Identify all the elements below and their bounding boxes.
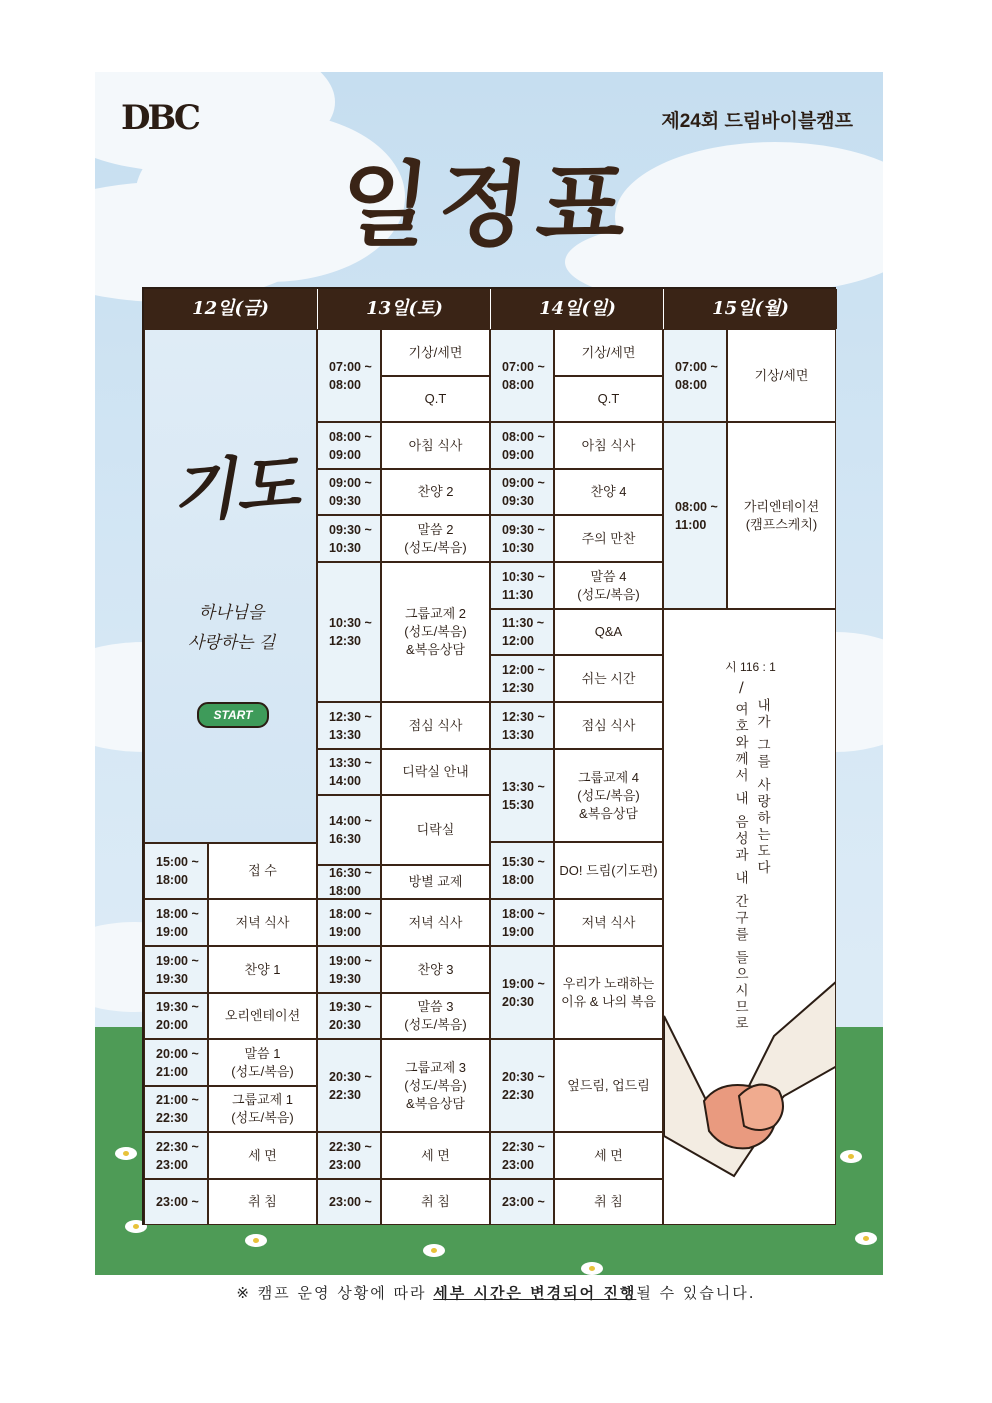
time-cell: 18:00 ~ 19:00 [144, 899, 208, 946]
dbc-logo: DBC [121, 98, 198, 138]
time-cell: 19:00 ~ 19:30 [144, 946, 208, 993]
time-cell: 11:30 ~ 12:00 [490, 609, 554, 655]
holding-hands-illustration [664, 976, 836, 1225]
activity-cell: 말씀 4 (성도/복음) [554, 562, 663, 609]
time-cell: 19:00 ~ 19:30 [317, 946, 381, 993]
note-prefix: ※ 캠프 운영 상황에 따라 [236, 1284, 434, 1302]
activity-cell: 세 면 [554, 1132, 663, 1179]
activity-cell: 디락실 [381, 795, 490, 865]
activity-cell: 우리가 노래하는 이유 & 나의 복음 [554, 946, 663, 1039]
activity-cell: 저녁 식사 [554, 899, 663, 946]
time-cell: 21:00 ~ 22:30 [144, 1086, 208, 1132]
activity-cell: Q&A [554, 609, 663, 655]
activity-cell: 세 면 [381, 1132, 490, 1179]
activity-cell: 그룹교제 4 (성도/복음) &복음상담 [554, 749, 663, 842]
time-cell: 19:30 ~ 20:30 [317, 993, 381, 1039]
time-cell: 22:30 ~ 23:00 [317, 1132, 381, 1179]
activity-cell: 엎드림, 업드림 [554, 1039, 663, 1132]
time-cell: 12:30 ~ 13:30 [490, 702, 554, 749]
activity-cell: 아침 식사 [381, 422, 490, 469]
time-cell: 09:30 ~ 10:30 [490, 515, 554, 562]
verse-reference: 시 116 : 1 [725, 660, 776, 674]
flower [855, 1232, 877, 1245]
activity-cell: 가리엔테이션 (캠프스케치) [727, 422, 836, 609]
activity-cell: 점심 식사 [381, 702, 490, 749]
activity-cell: 그룹교제 1 (성도/복음) [208, 1086, 317, 1132]
time-cell: 18:00 ~ 19:00 [317, 899, 381, 946]
activity-cell: 말씀 2 (성도/복음) [381, 515, 490, 562]
time-cell: 08:00 ~ 11:00 [663, 422, 727, 609]
time-cell: 07:00 ~ 08:00 [490, 329, 554, 422]
flower [840, 1150, 862, 1163]
time-cell: 13:30 ~ 15:30 [490, 749, 554, 842]
activity-cell: 그룹교제 3 (성도/복음) &복음상담 [381, 1039, 490, 1132]
prayer-subtitle: 하나님을 사랑하는 길 [187, 603, 276, 653]
activity-cell: 접 수 [208, 843, 317, 899]
time-cell: 23:00 ~ [490, 1179, 554, 1225]
time-cell: 09:00 ~ 09:30 [317, 469, 381, 515]
time-cell: 14:00 ~ 16:30 [317, 795, 381, 865]
time-cell: 23:00 ~ [317, 1179, 381, 1225]
start-badge: START [197, 702, 269, 728]
day-header-14: 14일(일) [490, 289, 664, 329]
time-cell: 13:30 ~ 14:00 [317, 749, 381, 795]
time-cell: 18:00 ~ 19:00 [490, 899, 554, 946]
activity-cell: 취 침 [208, 1179, 317, 1225]
verse-line-2: 여호와께서 내 음성과 내 간구를 들으시므로 [733, 702, 748, 1033]
activity-cell: 저녁 식사 [381, 899, 490, 946]
activity-cell: 취 침 [381, 1179, 490, 1225]
activity-cell: 쉬는 시간 [554, 655, 663, 702]
time-cell: 23:00 ~ [144, 1179, 208, 1225]
day-header-12: 12일(금) [144, 289, 317, 329]
time-cell: 08:00 ~ 09:00 [490, 422, 554, 469]
verse-line-1: 내가 그를 사랑하는도다 [755, 698, 770, 877]
day-header-15: 15일(월) [663, 289, 837, 329]
time-cell: 20:30 ~ 22:30 [490, 1039, 554, 1132]
activity-cell: DO! 드림(기도편) [554, 842, 663, 899]
prayer-title: 기도 [169, 444, 302, 532]
page-title: 일정표 [334, 151, 643, 259]
verse-divider: / [739, 680, 744, 696]
note-suffix: 될 수 있습니다. [636, 1284, 756, 1302]
time-cell: 16:30 ~ 18:00 [317, 865, 381, 899]
time-cell: 12:30 ~ 13:30 [317, 702, 381, 749]
activity-cell: 세 면 [208, 1132, 317, 1179]
activity-cell: Q.T [554, 376, 663, 422]
flower [581, 1262, 603, 1275]
flower [245, 1234, 267, 1247]
activity-cell: Q.T [381, 376, 490, 422]
activity-cell: 주의 만찬 [554, 515, 663, 562]
prayer-panel [144, 329, 317, 843]
activity-cell: 오리엔테이션 [208, 993, 317, 1039]
activity-cell: 찬양 2 [381, 469, 490, 515]
activity-cell: 방별 교제 [381, 865, 490, 899]
time-cell: 10:30 ~ 12:30 [317, 562, 381, 702]
activity-cell: 말씀 1 (성도/복음) [208, 1039, 317, 1086]
time-cell: 08:00 ~ 09:00 [317, 422, 381, 469]
activity-cell: 점심 식사 [554, 702, 663, 749]
activity-cell: 아침 식사 [554, 422, 663, 469]
activity-cell: 찬양 3 [381, 946, 490, 993]
time-cell: 09:00 ~ 09:30 [490, 469, 554, 515]
activity-cell: 저녁 식사 [208, 899, 317, 946]
time-cell: 15:00 ~ 18:00 [144, 843, 208, 899]
activity-cell: 말씀 3 (성도/복음) [381, 993, 490, 1039]
note-emphasis: 세부 시간은 변경되어 진행 [433, 1284, 637, 1302]
time-cell: 22:30 ~ 23:00 [144, 1132, 208, 1179]
bible-verse-panel [663, 609, 836, 1225]
time-cell: 19:30 ~ 20:00 [144, 993, 208, 1039]
activity-cell: 기상/세면 [727, 329, 836, 422]
day-header-13: 13일(토) [317, 289, 491, 329]
poster [95, 72, 883, 1275]
camp-title: 제24회 드림바이블캠프 [661, 111, 853, 132]
time-cell: 20:00 ~ 21:00 [144, 1039, 208, 1086]
time-cell: 20:30 ~ 22:30 [317, 1039, 381, 1132]
footer-note [0, 1282, 992, 1303]
time-cell: 22:30 ~ 23:00 [490, 1132, 554, 1179]
schedule-table [142, 287, 836, 1225]
time-cell: 12:00 ~ 12:30 [490, 655, 554, 702]
time-cell: 09:30 ~ 10:30 [317, 515, 381, 562]
flower [115, 1147, 137, 1160]
time-cell: 07:00 ~ 08:00 [317, 329, 381, 422]
activity-cell: 기상/세면 [381, 329, 490, 376]
activity-cell: 그룹교제 2 (성도/복음) &복음상담 [381, 562, 490, 702]
activity-cell: 취 침 [554, 1179, 663, 1225]
activity-cell: 기상/세면 [554, 329, 663, 376]
flower [423, 1244, 445, 1257]
activity-cell: 찬양 4 [554, 469, 663, 515]
time-cell: 19:00 ~ 20:30 [490, 946, 554, 1039]
activity-cell: 디락실 안내 [381, 749, 490, 795]
time-cell: 07:00 ~ 08:00 [663, 329, 727, 422]
activity-cell: 찬양 1 [208, 946, 317, 993]
time-cell: 10:30 ~ 11:30 [490, 562, 554, 609]
time-cell: 15:30 ~ 18:00 [490, 842, 554, 899]
